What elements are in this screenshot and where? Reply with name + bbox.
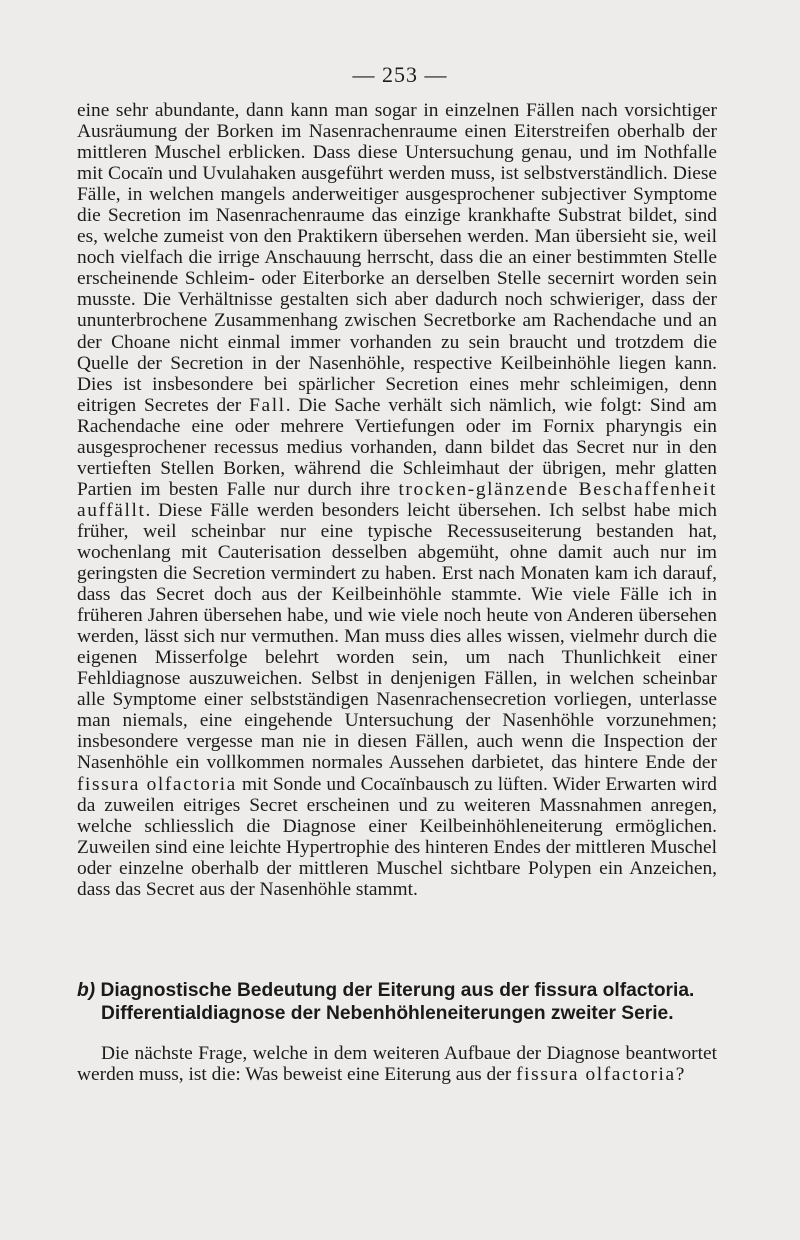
text-segment: mit Sonde und Cocaïnbausch zu lüften. Wider Erwarten wird da zuweilen eitriges Secret erscheinen und zu weiteren Massnahmen anregen, welche schliesslich die Diagnose einer Keilbeinhöhleneiterung ermöglichen. Zuweilen sind eine leichte Hypertrophie des hinteren Endes der mittleren Muschel oder einzelne oberhalb der mittleren Muschel sichtbare Polypen ein Anzeichen, dass das Secret aus der Nasenhöhle stammt. [77, 773, 717, 900]
paragraph-text [77, 100, 717, 900]
text-segment: . Diese Fälle werden besonders leicht übersehen. Ich selbst habe mich früher, weil scheinbar nur eine typische Recessuseiterung bestanden hat, wochenlang mit Cauterisation desselben abgemüht, ohne damit auch nur im geringsten die Secretion vermindert zu haben. Erst nach Monaten kam ich darauf, dass das Secret doch aus der Keilbeinhöhle stammte. Wie viele Fälle ich in früheren Jahren übersehen habe, und wie viele noch heute von Anderen übersehen werden, lässt sich nur vermuthen. Man muss dies alles wissen, vielmehr durch die eigenen Misserfolge belehrt worden sein, um nach Thunlichkeit einer Fehldiagnose auszuweichen. Selbst in denjenigen Fällen, in welchen scheinbar alle Symptome einer selbstständigen Nasenrachensecretion vorliegen, unterlasse man niemals, eine eingehende Untersuchung der Nasenhöhle vorzunehmen; insbesondere vergesse man nie in diesen Fällen, auch wenn die Inspection der Nasenhöhle ein vollkommen normales Aussehen darbietet, das hintere Ende der [77, 499, 717, 774]
text-segment: eine sehr abundante, dann kann man sogar in einzelnen Fällen nach vorsichtiger Ausräumung der Borken im Nasenrachenraume einen Eiterstreifen oberhalb der mittleren Muschel erblicken. Dass diese Untersuchung genau, und im Nothfalle mit Cocaïn und Uvulahaken ausgeführt werden muss, ist selbstverständlich. Diese Fälle, in welchen mangels anderweitiger ausgesprochener subjectiver Symptome die Secretion im Nasenrachenraume das einzige krankhafte Substrat bildet, sind es, welche zumeist von den Praktikern übersehen werden. Man übersieht sie, weil noch vielfach die irrige Anschauung herrscht, dass die an einer bestimmten Stelle erscheinende Schleim- oder Eiterborke an derselben Stelle secernirt worden sein musste. Die Verhältnisse gestalten sich aber dadurch noch schwieriger, dass der ununterbrochene Zusammenhang zwischen Secretborke am Rachendache und an der Choane nicht einmal immer vorhanden zu sein braucht und trotzdem die Quelle der Secretion in der Nasenhöhle, respective Keilbeinhöhle liegen kann. Dies ist insbesondere bei spärlicher Secretion eines mehr schleimigen, denn eitrigen Secretes der [77, 100, 717, 416]
section-title-line-2: Differentialdiagnose der Nebenhöhleneiterungen zweiter Serie. [101, 1003, 674, 1024]
main-paragraph [77, 100, 717, 900]
section-heading [77, 979, 737, 1025]
text-segment: ? [675, 1064, 685, 1086]
emphasized-term: Fall [249, 394, 286, 416]
emphasized-term: trocken-glänzende Beschaffenheit auffällt [77, 478, 717, 521]
text-segment: . Die Sache verhält sich nämlich, wie folgt: Sind am Rachendache eine oder mehrere Vertiefungen oder im Fornix pharyngis ein ausgesprochener recessus medius vorhanden, dann bildet das Secret nur in den vertieften Stellen Borken, während die Schleimhaut der übrigen, mehr glatten Partien im besten Falle nur durch ihre [77, 394, 717, 500]
section-letter: b) [77, 980, 96, 1001]
emphasized-term: fissura olfactoria [77, 773, 237, 795]
page-number: — 253 — [352, 62, 448, 87]
closing-paragraph [77, 1043, 717, 1085]
emphasized-term: fissura olfactoria [516, 1064, 676, 1086]
text-segment: Die nächste Frage, welche in dem weiteren Aufbaue der Diagnose beantwortet werden muss, ist die: Was beweist eine Eiterung aus der [77, 1043, 717, 1086]
paragraph-text [77, 1043, 717, 1085]
section-title-line-1: Diagnostische Bedeutung der Eiterung aus der fissura olfactoria. [100, 980, 695, 1001]
